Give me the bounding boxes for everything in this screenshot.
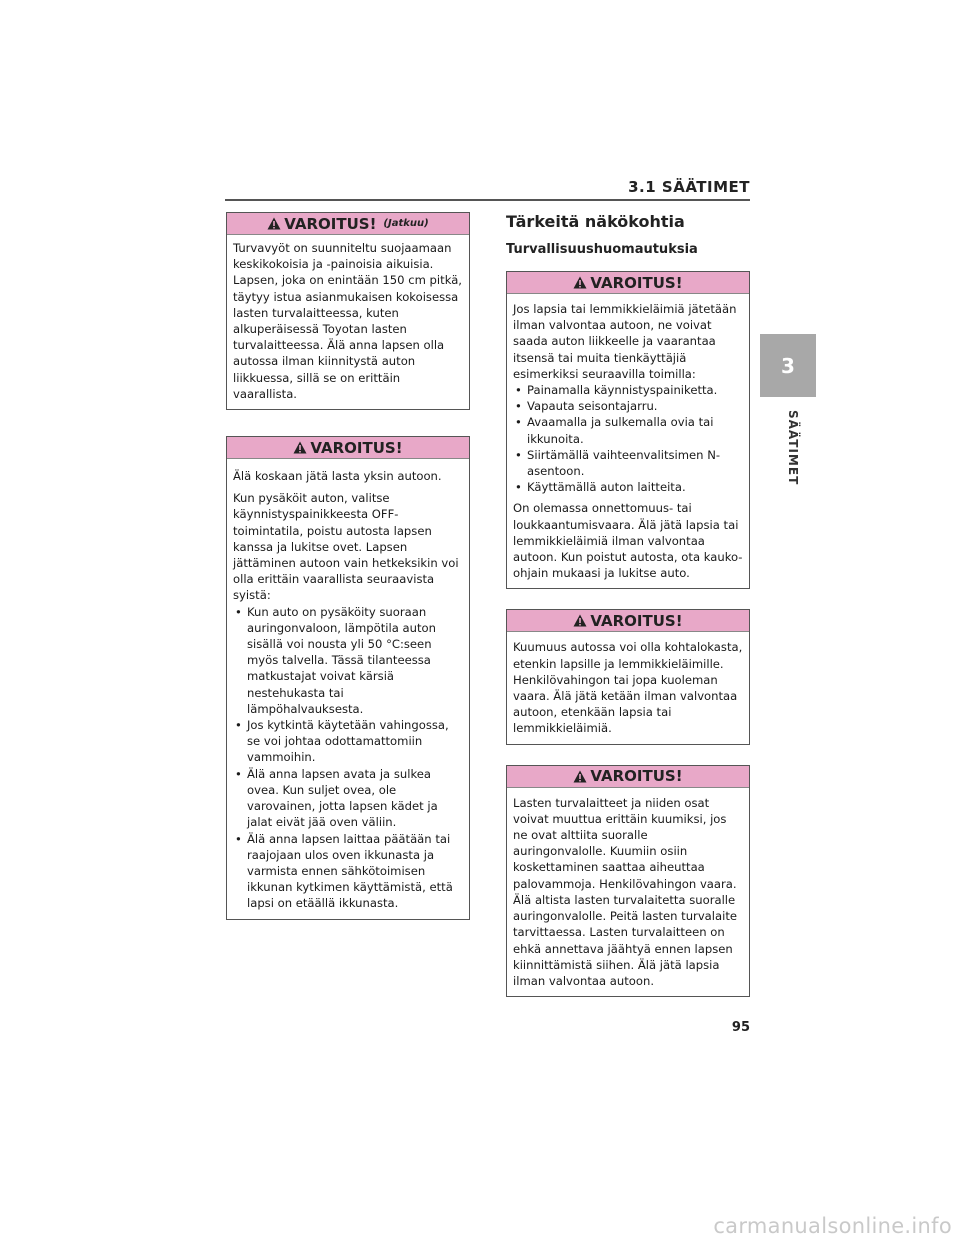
list-item: • Älä anna lapsen avata ja sulkea ovea. Kun suljet ovea, ole varovainen, jotta lapsen kädet ja jalat eivät jää oven väliin. [233, 766, 463, 831]
warning-title: VAROITUS! [284, 214, 377, 233]
right-column [506, 212, 750, 1017]
warning-title: VAROITUS! [590, 273, 683, 292]
header-title: 3.1 SÄÄTIMET [628, 178, 750, 196]
warning-bullet-list [233, 604, 463, 912]
list-item: • Avaamalla ja sulkemalla ovia tai ikkunoita. [513, 414, 743, 446]
warning-text: Lasten turvalaitteet ja niiden osat voivat muuttua erittäin kuumiksi, jos ne ovat alttiita suoralle auringonvalolle. Kuumiin osiin koskettaminen saattaa aiheuttaa palovammoja. Henkilövahingon vaara. Älä altista lasten turvalaitetta suoralle auringonvalolle. Peitä lasten turvalaite tarvittaessa. Lasten turvalaitteen on ehkä annettava jäähtyä ennen lapsen kiinnittämistä siihen. Älä jätä lapsia ilman valvontaa autoon. [513, 795, 738, 988]
warning-body [227, 459, 469, 918]
warning-header [507, 610, 749, 632]
warning-text: Kuumuus autossa voi olla kohtalokasta, etenkin lapsille ja lemmikkieläimille. Henkilövahingon tai jopa kuoleman vaara. Älä jätä ketään ilman valvontaa autoon, etenkään lapsia tai lemmikkieläimiä. [513, 640, 743, 736]
warning-body [507, 294, 749, 588]
warning-body [227, 235, 469, 409]
warning-title: VAROITUS! [310, 438, 403, 457]
page-number: 95 [731, 1020, 750, 1035]
warning-paragraph: Älä koskaan jätä lasta yksin autoon. [233, 469, 442, 484]
warning-triangle-icon [573, 770, 587, 783]
warning-body [507, 632, 749, 743]
left-column [226, 212, 470, 940]
list-item: • Painamalla käynnistyspainiketta. [513, 382, 743, 398]
warning-triangle-icon [573, 614, 587, 627]
warning-box-unattended [506, 271, 750, 589]
list-item: • Vapauta seisontajarru. [513, 398, 743, 414]
warning-title: VAROITUS! [590, 767, 683, 786]
warning-header [227, 213, 469, 235]
warning-box-seatbelt [226, 212, 470, 410]
warning-body [507, 788, 749, 996]
warning-paragraph: On olemassa onnettomuus- tai loukkaantumisvaara. Älä jätä lapsia tai lemmikkieläimiä ilman valvontaa autoon. Kun poistut autosta, ota kauko-ohjain mukaasi ja lukitse auto. [513, 501, 743, 581]
warning-triangle-icon [267, 217, 281, 230]
warning-triangle-icon [573, 276, 587, 289]
warning-triangle-icon [293, 441, 307, 454]
warning-text: Turvavyöt on suunniteltu suojaamaan keskikokoisia ja -painoisia aikuisia. Lapsen, joka on enintään 150 cm pitkä, täytyy istua asianmukaisen kokoisessa lasten turvalaitteessa, kuten alkuperäisessä Toyotan lasten turvalaitteessa. Älä anna lapsen olla autossa ilman kiinnitystä auton liikkuessa, sillä se on erittäin vaarallista. [233, 241, 462, 401]
warning-continued-label: (Jatkuu) [383, 218, 429, 229]
chapter-side-label: SÄÄTIMET [786, 410, 800, 486]
warning-header [507, 272, 749, 294]
warning-box-child-alone [226, 436, 470, 919]
chapter-tab[interactable]: 3 [760, 334, 816, 397]
warning-box-heat [506, 609, 750, 744]
warning-paragraph: Jos lapsia tai lemmikkieläimiä jätetään ilman valvontaa autoon, ne voivat saada auton liikkeelle ja vaarantaa itsensä tai muita tienkäyttäjiä esimerkiksi seuraavilla toimilla: [513, 302, 737, 381]
warning-title: VAROITUS! [590, 611, 683, 630]
warning-box-hot-seat [506, 765, 750, 997]
list-item: • Siirtämällä vaihteenvalitsimen N-asentoon. [513, 447, 743, 479]
list-item: • Jos kytkintä käytetään vahingossa, se voi johtaa odottamattomiin vammoihin. [233, 717, 463, 766]
warning-paragraph: Kun pysäköit auton, valitse käynnistyspainikkeesta OFF-toimintatila, poistu autosta lapsen kanssa ja lukitse ovet. Lapsen jättäminen autoon vain hetkeksikin voi olla erittäin vaarallista seuraavista syistä: [233, 491, 459, 603]
warning-header [507, 766, 749, 788]
list-item: • Älä anna lapsen laittaa päätään tai raajojaan ulos oven ikkunasta ja varmista ennen sähkötoimisen ikkunan kytkimen käyttämistä, että lapsi on etäällä ikkunasta. [233, 831, 463, 912]
watermark: carmanualsonline.info [713, 1214, 952, 1238]
warning-bullet-list [513, 382, 743, 495]
list-item: • Käyttämällä auton laitteita. [513, 479, 743, 495]
header-rule [225, 199, 750, 201]
subsection-title: Turvallisuushuomautuksia [506, 242, 698, 257]
list-item: • Kun auto on pysäköity suoraan auringonvaloon, lämpötila auton sisällä voi nousta yli 50 °C:seen myös talvella. Tässä tilanteessa matkustajat voivat kärsiä nestehukasta tai lämpöhalvauksesta. [233, 604, 463, 717]
warning-header [227, 437, 469, 459]
section-title: Tärkeitä näkökohtia [506, 212, 685, 231]
